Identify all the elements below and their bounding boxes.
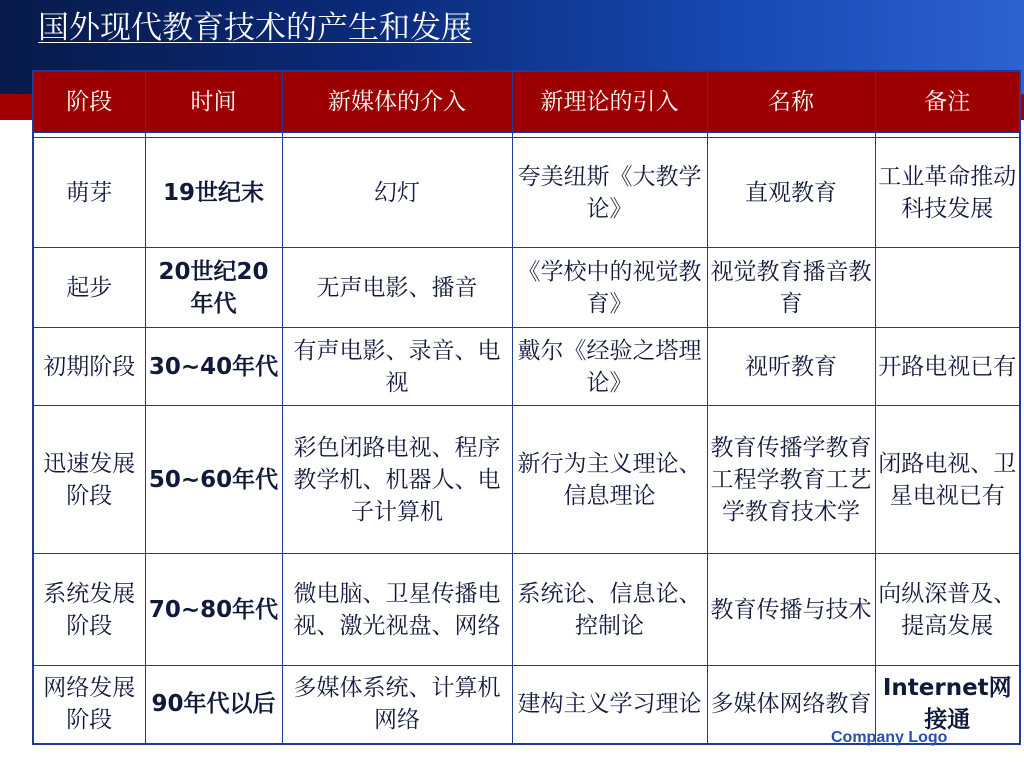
cell-media: 幻灯 (282, 138, 512, 248)
cell-stage: 网络发展阶段 (33, 666, 145, 744)
company-logo: Company Logo (831, 729, 948, 746)
cell-name: 多媒体网络教育 (707, 666, 875, 744)
cell-stage: 系统发展阶段 (33, 554, 145, 666)
cell-time: 19世纪末 (145, 138, 282, 248)
cell-time: 90年代以后 (145, 666, 282, 744)
header-new-media: 新媒体的介入 (282, 71, 512, 133)
cell-stage: 迅速发展阶段 (33, 406, 145, 554)
table-row (33, 248, 1020, 328)
cell-media: 多媒体系统、计算机网络 (282, 666, 512, 744)
table-header-row (33, 71, 1020, 133)
cell-media: 微电脑、卫星传播电视、激光视盘、网络 (282, 554, 512, 666)
cell-notes: 向纵深普及、提高发展 (875, 554, 1020, 666)
cell-time: 20世纪20年代 (145, 248, 282, 328)
cell-notes: 开路电视已有 (875, 328, 1020, 406)
cell-stage: 初期阶段 (33, 328, 145, 406)
header-name: 名称 (707, 71, 875, 133)
cell-theory: 建构主义学习理论 (512, 666, 707, 744)
table-row (33, 138, 1020, 248)
slide-title: 国外现代教育技术的产生和发展 (38, 10, 472, 46)
cell-theory: 戴尔《经验之塔理论》 (512, 328, 707, 406)
cell-theory: 系统论、信息论、控制论 (512, 554, 707, 666)
cell-name: 教育传播学教育工程学教育工艺学教育技术学 (707, 406, 875, 554)
cell-time: 70~80年代 (145, 554, 282, 666)
cell-media: 有声电影、录音、电视 (282, 328, 512, 406)
cell-time: 50~60年代 (145, 406, 282, 554)
history-table (32, 70, 1021, 745)
cell-name: 直观教育 (707, 138, 875, 248)
cell-notes: 闭路电视、卫星电视已有 (875, 406, 1020, 554)
cell-stage: 起步 (33, 248, 145, 328)
cell-notes (875, 248, 1020, 328)
cell-theory: 夸美纽斯《大教学论》 (512, 138, 707, 248)
cell-media: 无声电影、播音 (282, 248, 512, 328)
cell-time: 30~40年代 (145, 328, 282, 406)
cell-name: 视觉教育播音教育 (707, 248, 875, 328)
table-row (33, 328, 1020, 406)
cell-notes: Internet网接通 (875, 666, 1020, 744)
header-time: 时间 (145, 71, 282, 133)
table-row (33, 406, 1020, 554)
header-stage: 阶段 (33, 71, 145, 133)
header-notes: 备注 (875, 71, 1020, 133)
header-new-theory: 新理论的引入 (512, 71, 707, 133)
table-row (33, 554, 1020, 666)
cell-name: 教育传播与技术 (707, 554, 875, 666)
cell-name: 视听教育 (707, 328, 875, 406)
cell-theory: 《学校中的视觉教育》 (512, 248, 707, 328)
cell-stage: 萌芽 (33, 138, 145, 248)
cell-theory: 新行为主义理论、信息理论 (512, 406, 707, 554)
cell-notes: 工业革命推动科技发展 (875, 138, 1020, 248)
cell-media: 彩色闭路电视、程序教学机、机器人、电子计算机 (282, 406, 512, 554)
